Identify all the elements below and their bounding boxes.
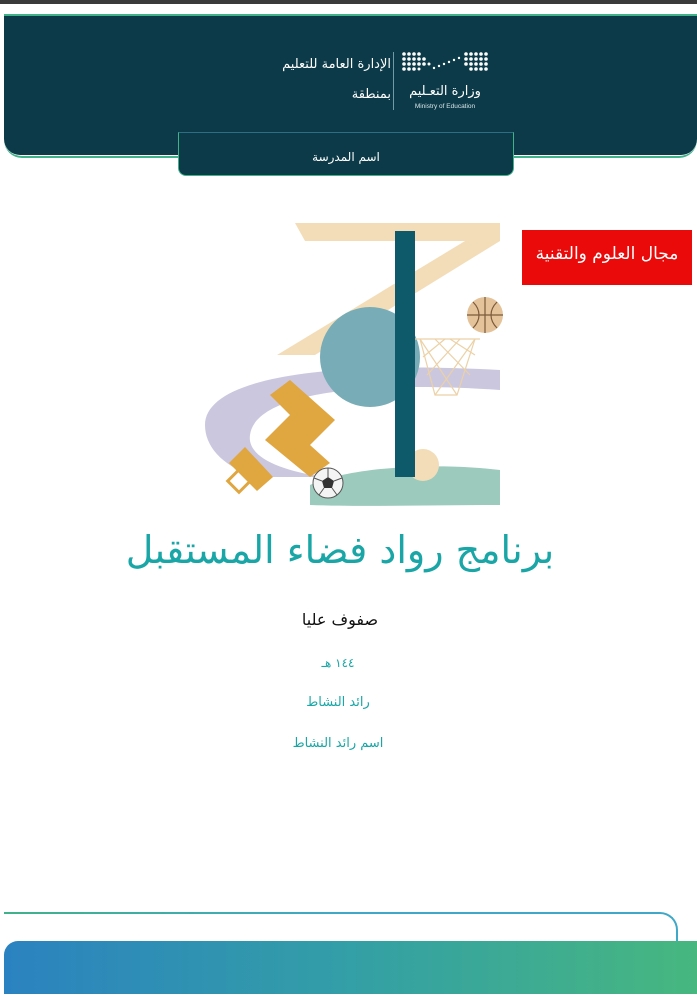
grade-level: صفوف عليا — [301, 610, 379, 629]
basketball-icon — [467, 297, 503, 333]
academic-year: ١٤٤ هـ — [321, 656, 355, 670]
domain-badge-label: مجال العلوم والتقنية — [535, 244, 679, 264]
sports-illustration — [195, 215, 505, 515]
activity-leader-name: اسم رائد النشاط — [292, 736, 384, 751]
soccer-ball-icon — [313, 468, 343, 498]
footer-accent-line — [4, 912, 678, 942]
hoop-post-shape — [395, 231, 415, 477]
activity-leader-label: رائد النشاط — [306, 695, 370, 710]
ministry-name-english: Ministry of Education — [414, 103, 476, 110]
directorate-line-2: بمنطقة — [351, 87, 391, 102]
directorate-text — [282, 50, 391, 110]
footer-band — [4, 941, 697, 994]
top-border — [0, 0, 697, 4]
school-name: اسم المدرسة — [312, 150, 380, 164]
footer-accent-line-left — [4, 912, 344, 914]
program-title: برنامج رواد فضاء المستقبل — [125, 528, 555, 572]
ministry-name-arabic: وزارة التعـليم — [409, 84, 481, 99]
directorate-line-1: الإدارة العامة للتعليم — [282, 57, 391, 72]
header-divider — [393, 52, 394, 110]
